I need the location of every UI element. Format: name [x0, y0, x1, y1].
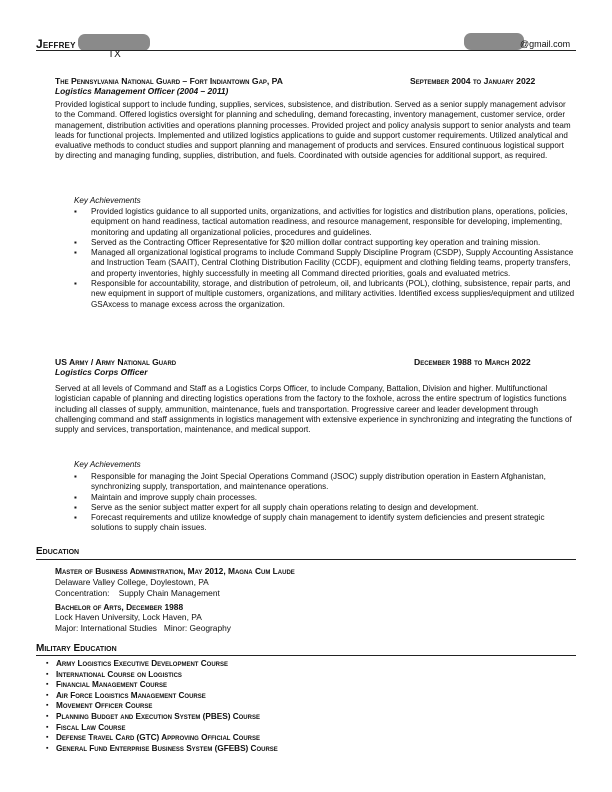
degree-title: Bachelor of Arts, December 1988 — [55, 602, 184, 612]
candidate-email: @gmail.com — [520, 39, 571, 49]
job-dates: December 1988 to March 2022 — [414, 357, 531, 367]
course-item: ▪ Fiscal Law Course — [46, 723, 278, 734]
degree-detail: Concentration: Supply Chain Management — [55, 588, 220, 598]
achievement-item: ▪ Responsible for accountability, storage, and distribution of petroleum, oil, and lubricants (POL), clothing, subsistence, repair parts, and new equipment in support of multiple customers, organizations, and military activities. Identified excess supplies/equipment and utilized GSAxcess to manage excess across the organization. — [74, 279, 576, 310]
degree-school: Delaware Valley College, Doylestown, PA — [55, 577, 209, 587]
job-title: Logistics Corps Officer — [55, 367, 148, 377]
degree-school: Lock Haven University, Lock Haven, PA — [55, 612, 202, 622]
section-divider — [36, 655, 576, 656]
achievement-item: ▪ Forecast requirements and utilize knowledge of supply chain management to identify system deficiencies and present strategic solutions to supply chain issues. — [74, 513, 576, 534]
achievement-item: ▪ Served as the Contracting Officer Representative for $20 million dollar contract supporting key operation and training mission. — [74, 238, 576, 248]
achievement-item: ▪ Serve as the senior subject matter expert for all supply chain operations relating to design and development. — [74, 503, 576, 513]
course-item: ▪ International Course on Logistics — [46, 670, 278, 681]
achievements-list — [74, 472, 576, 534]
course-item: ▪ Air Force Logistics Management Course — [46, 691, 278, 702]
achievements-label: Key Achievements — [74, 460, 141, 469]
achievements-list — [74, 207, 576, 310]
header-divider — [36, 50, 576, 51]
redaction-mark — [464, 33, 524, 50]
achievements-label: Key Achievements — [74, 196, 141, 205]
course-item: ▪ Movement Officer Course — [46, 701, 278, 712]
job-organization: US Army / Army National Guard — [55, 357, 177, 367]
job-organization: The Pennsylvania National Guard – Fort Indiantown Gap, PA — [55, 76, 283, 86]
course-item: ▪ Planning Budget and Execution System (PBES) Course — [46, 712, 278, 723]
course-item: ▪ General Fund Enterprise Business System (GFEBS) Course — [46, 744, 278, 755]
degree-detail: Major: International Studies Minor: Geography — [55, 623, 231, 633]
candidate-name: Jeffrey — [36, 37, 76, 51]
section-heading-military-education: Military Education — [36, 643, 117, 654]
course-item: ▪ Defense Travel Card (GTC) Approving Official Course — [46, 733, 278, 744]
course-item: ▪ Financial Management Course — [46, 680, 278, 691]
section-divider — [36, 559, 576, 560]
achievement-item: ▪ Managed all organizational logistical programs to include Command Supply Discipline Program (CSDP), Supply Accounting Assistance and Instruction Team (SAAIT), Central Clothing Distribution Facility (CCDF), equipment and clothing fielding teams, property transfers, and property inventories, highly successfully in meeting all Command directed priorities, goals and evaluated metrics. — [74, 248, 576, 279]
achievement-item: ▪ Responsible for managing the Joint Special Operations Command (JSOC) supply distribution operation in Eastern Afghanistan, synchronizing supply, transportation, and maintenance operations. — [74, 472, 576, 493]
military-course-list — [46, 659, 278, 754]
job-summary: Served at all levels of Command and Staff as a Logistics Corps Officer, to include Company, Battalion, Division and higher. Multifunctional logistician capable of planning and directing logistics operations from the factory to the foxhole, across the entire spectrum of logistics functions including all classes of supply, ammunition, maintenance, fuels and transportation. Progressive career and leader development through challenging command and staff assignments in logistics management with extensive experience in synchronizing and integrating the functions of supply and services, transportation, maintenance, and medical support. — [55, 384, 572, 435]
job-dates: September 2004 to January 2022 — [410, 76, 536, 86]
course-item: ▪ Army Logistics Executive Development Course — [46, 659, 278, 670]
candidate-location: TX — [108, 49, 121, 60]
job-title: Logistics Management Officer (2004 – 2011) — [55, 86, 229, 96]
achievement-item: ▪ Provided logistics guidance to all supported units, organizations, and activities for logistics and distribution plans, operations, policies, equipment on hand readiness, tactical automation readiness, and resource management, responsible for developing, implementing, monitoring and updating all organizational policies, procedures and guidelines. — [74, 207, 576, 238]
degree-title: Master of Business Administration, May 2012, Magna Cum Laude — [55, 566, 295, 576]
achievement-item: ▪ Maintain and improve supply chain processes. — [74, 493, 576, 503]
section-heading-education: Education — [36, 546, 80, 557]
job-summary: Provided logistical support to include funding, supplies, services, subsistence, and distribution. Served as a senior supply management advisor to the Command. Offered logistics oversight for planning and scheduling, demand forecasting, inventory management, customer service, order management, distribution activities and operations planning processes. Provided project and policy analysis support to senior analysts and team leads for functional projects. Implemented and utilized logistics applications to guide and support customer requirements. Utilized analytical and evaluative methods to conduct studies and support planning and management of products and services. Ensured continuous logistical support by directing and managing funding, supplies, distribution, and fuels. Coordinated with outside agencies for additional support, as required. — [55, 100, 571, 161]
